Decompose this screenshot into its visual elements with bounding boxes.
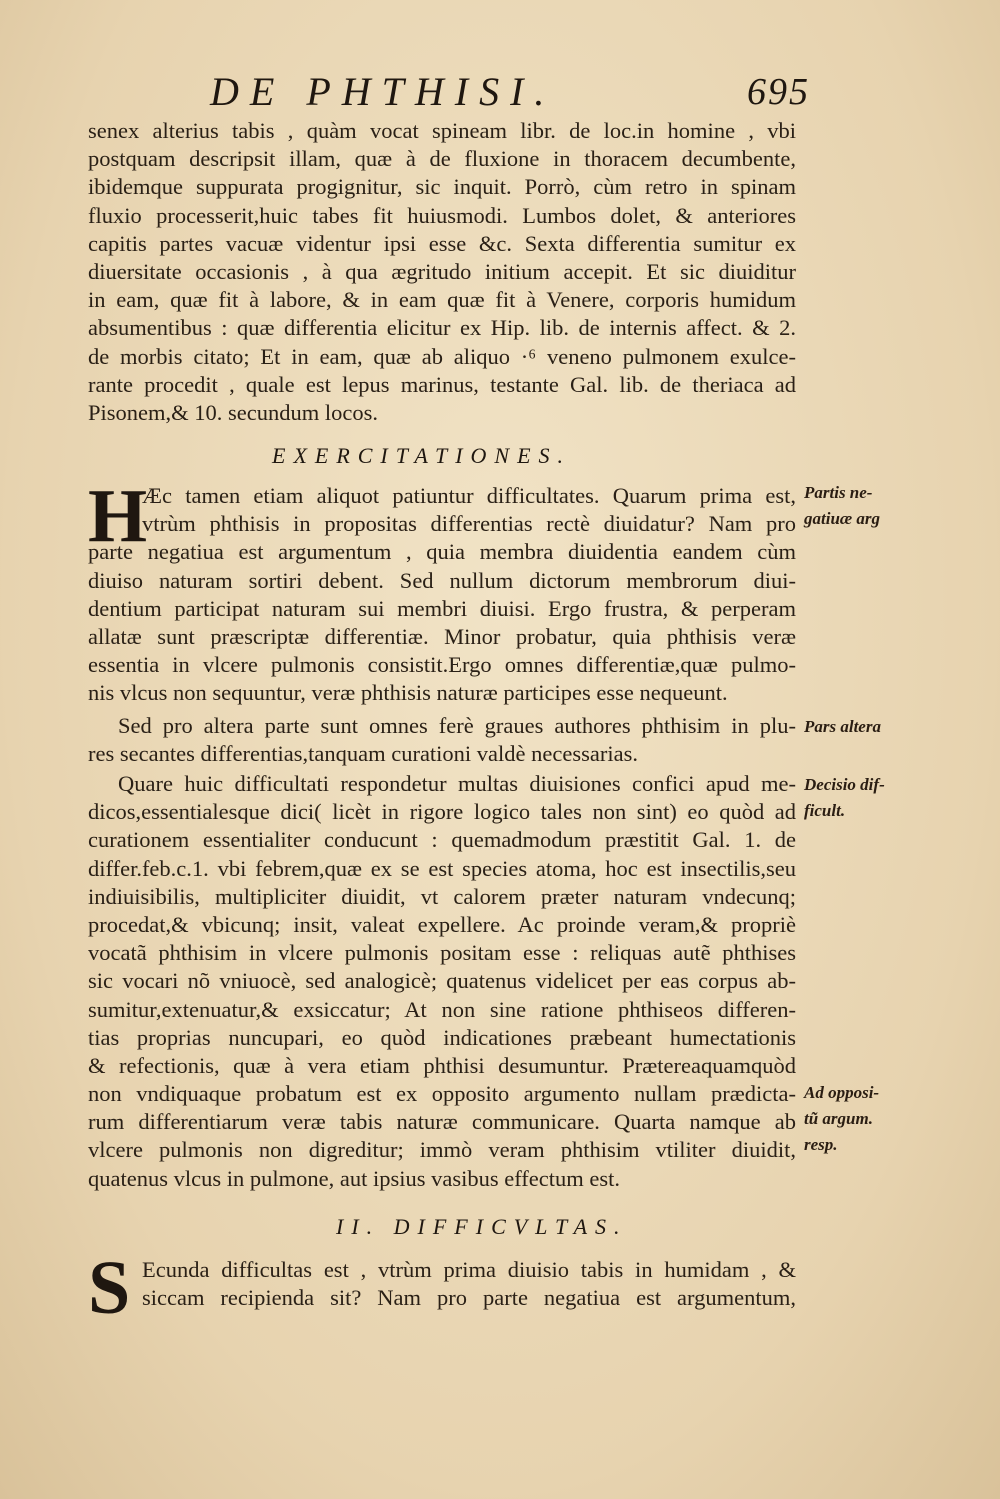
text-line: dicos,essentialesque dici( licèt in rigore logico tales non sint) eo quòd ad — [88, 799, 796, 825]
exercitationes-paragraph-2 — [88, 712, 796, 768]
difficultas-paragraph — [88, 1256, 796, 1312]
margin-note-line: Pars altera — [804, 717, 881, 736]
text-line: procedat,& vbicunq; insit, valeat expellere. Ac proinde veram,& propriè — [88, 911, 796, 937]
running-title: DE PHTHISI. — [210, 69, 556, 114]
drop-cap-h: H — [88, 474, 148, 558]
text-line: vtrùm phthisis in propositas differentias rectè diuidatur? Nam pro — [142, 511, 796, 537]
drop-cap-s: S — [88, 1246, 131, 1330]
page-number: 695 — [747, 71, 810, 113]
text-line: sumitur,extenuatur,& exsiccatur; At non sine ratione phthiseos differen- — [88, 996, 796, 1022]
text-line: postquam descripsit illam, quæ à de fluxione in thoracem decumbente, — [88, 146, 796, 172]
text-line: de morbis citato; Et in eam, quæ ab aliquo ·⁶ veneno pulmonem exulce- — [88, 343, 796, 369]
page-header — [150, 68, 810, 118]
text-line: rante procedit , quale est lepus marinus, testante Gal. lib. de theriaca ad — [88, 371, 796, 397]
text-line: curationem essentialiter conducunt : quemadmodum præstitit Gal. 1. de — [88, 827, 796, 853]
text-line: senex alterius tabis , quàm vocat spineam libr. de loc.in homine , vbi — [88, 118, 796, 143]
margin-note-ad-oppositum — [804, 1080, 879, 1158]
margin-note-line: ficult. — [804, 801, 846, 820]
text-line: diuersitate occasionis , à qua ægritudo initium accepit. Et sic diuiditur — [88, 258, 796, 284]
margin-note-line: Ad opposi- — [804, 1083, 880, 1102]
text-line: Quare huic difficultati respondetur multas diuisiones confici apud me- — [118, 771, 796, 796]
margin-note-decisio — [804, 772, 885, 824]
margin-note-line: resp. — [804, 1135, 838, 1154]
margin-note-line: tũ argum. — [804, 1109, 873, 1128]
text-line: res secantes differentias,tanquam curationi valdè necessarias. — [88, 741, 638, 767]
text-line: Pisonem,& 10. secundum locos. — [88, 399, 378, 425]
text-line: essentia in vlcere pulmonis consistit.Ergo omnes differentiæ,quæ pulmo- — [88, 652, 796, 678]
section-heading-difficultas: II. DIFFICVLTAS. — [336, 1214, 628, 1239]
text-line: vlcere pulmonis non digreditur; immò veram phthisim vtiliter diuidit, — [88, 1137, 796, 1163]
margin-note-pars-altera — [804, 714, 881, 740]
margin-note-partis-negatiuae — [804, 480, 880, 532]
text-line: nis vlcus non sequuntur, veræ phthisis naturæ participes esse nequeunt. — [88, 680, 728, 706]
intro-paragraph — [88, 117, 796, 427]
margin-note-line: gatiuæ arg — [804, 509, 881, 528]
text-line: Sed pro altera parte sunt omnes ferè graues authores phthisim in plu- — [118, 713, 796, 738]
text-line: siccam recipienda sit? Nam pro parte negatiua est argumentum, — [142, 1285, 796, 1311]
text-line: vocatã phthisim in vlcere pulmonis positam esse : reliquas autẽ phthises — [88, 940, 796, 966]
text-line: fluxio processerit,huic tabes fit huiusmodi. Lumbos dolet, & anteriores — [88, 202, 796, 228]
text-line: differ.feb.c.1. vbi febrem,quæ ex se est species atoma, hoc est insectilis,seu — [88, 855, 796, 881]
text-line: Æc tamen etiam aliquot patiuntur difficultates. Quarum prima est, — [142, 483, 796, 508]
text-line: in eam, quæ fit à labore, & in eam quæ fit à Venere, corporis humidum — [88, 287, 796, 313]
text-line: dentium participat naturam sui membri diuisi. Ergo frustra, & perperam — [88, 595, 796, 621]
text-line: parte negatiua est argumentum , quia membra diuidentia eandem cùm — [88, 539, 796, 565]
text-line: quatenus vlcus in pulmone, aut ipsius vasibus effectum est. — [88, 1165, 621, 1191]
text-line: Ecunda difficultas est , vtrùm prima diuisio tabis in humidam , & — [142, 1257, 796, 1282]
text-line: ibidemque suppurata progignitur, sic inquit. Porrò, cùm retro in spinam — [88, 174, 796, 200]
text-line: rum differentiarum veræ tabis naturæ communicare. Quarta namque ab — [88, 1109, 796, 1135]
text-line: tias proprias nuncupari, eo quòd indicationes præbeant humectationis — [88, 1024, 796, 1050]
text-line: allatæ sunt præscriptæ differentiæ. Minor probatur, quia phthisis veræ — [88, 623, 796, 649]
text-line: & refectionis, quæ à vera etiam phthisi desumuntur. Prætereaquamquòd — [88, 1052, 796, 1078]
text-line: absumentibus : quæ differentia elicitur ex Hip. lib. de internis affect. & 2. — [88, 315, 796, 341]
text-line: diuiso naturam sortiri debent. Sed nullum dictorum membrorum diui- — [88, 567, 796, 593]
margin-note-line: Partis ne- — [804, 483, 873, 502]
text-line: non vndiquaque probatum est ex opposito argumento nullam prædicta- — [88, 1081, 796, 1107]
text-line: sic vocari nõ vniuocè, sed analogicè; quatenus videlicet per eas corpus ab- — [88, 968, 796, 994]
exercitationes-paragraph-3 — [88, 770, 796, 1193]
text-line: indiuisibilis, multipliciter diuidit, vt calorem præter naturam vndecunq; — [88, 883, 796, 909]
margin-note-line: Decisio dif- — [804, 775, 885, 794]
section-heading-exercitationes: EXERCITATIONES. — [272, 443, 572, 468]
exercitationes-paragraph-1 — [88, 474, 796, 708]
text-line: capitis partes vacuæ videntur ipsi esse &c. Sexta differentia sumitur ex — [88, 230, 796, 256]
